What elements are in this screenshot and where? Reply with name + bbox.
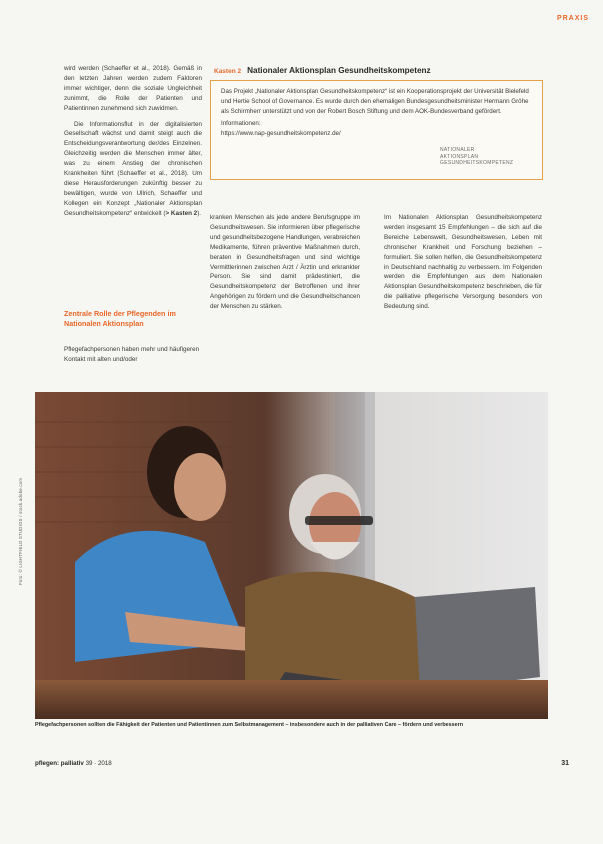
box-url-link[interactable]: https://www.nap-gesundheitskompetenz.de/ <box>221 129 341 137</box>
middle-column <box>210 213 360 312</box>
footer-magazine <box>35 760 112 767</box>
paragraph: Im Nationalen Aktionsplan Gesundheitskompetenz werden insgesamt 15 Empfehlungen – die sich auf die Bereiche Lebenswelt, Gesundheitswesen, Leben mit chronischer Krankheit und Forschung beziehen – formuliert. Sie sollen helfen, die Gesundheitskompetenz in Deutschland nachhaltig zu verbessern. Im Folgenden werden die Empfehlungen aus dem Nationalen Aktionsplan Gesundheitskompetenz beschrieben, die für die palliative pflegerische Versorgung besonders von Bedeutung sind. <box>384 214 542 311</box>
section-tag: PRAXIS <box>556 15 589 22</box>
photo-caption: Pflegefachpersonen sollten die Fähigkeit der Patienten und Patientinnen zum Selbstmanagement – insbesondere auch in der palliativen Care – fördern und verbessern <box>35 722 464 728</box>
paragraph: wird werden (Schaeffer et al., 2018). Gemäß in den letzten Jahren werden zudem Faktoren immer wichtiger, denn die soziale Ungleichheit zunimmt, die Rolle der Patienten und Patientinnen zunehmend sich zuwidmen. <box>64 65 202 112</box>
box-info-label: Informationen: <box>221 119 261 127</box>
paragraph: Pflegefachpersonen haben mehr und häufigeren Kontakt mit alten und/oder <box>64 346 200 364</box>
box-text: Das Projekt „Nationaler Aktionsplan Gesundheitskompetenz“ ist ein Kooperationsprojekt der Universität Bielefeld und Hertie School of Governance. Es wurde durch den ehemaligen Bundesgesundheitsminister Hermann Gröhe als Schirmherr unterstützt und von der Robert Bosch Stiftung und dem AOK-Bundesverband gefördert. <box>221 88 529 116</box>
right-column <box>384 213 542 312</box>
box-label: Kasten 2 <box>214 68 242 75</box>
left-column <box>64 64 202 219</box>
article-photo <box>35 392 548 719</box>
logo-line: GESUNDHEITSKOMPETENZ <box>440 160 514 166</box>
page-number: 31 <box>561 760 569 767</box>
section-heading: Zentrale Rolle der Pflegenden im Nationalen Aktionsplan <box>64 309 176 328</box>
paragraph-text-end: ). <box>197 209 202 217</box>
info-box <box>210 80 543 180</box>
logo-line: NATIONALER <box>440 147 475 153</box>
box-reference-link[interactable]: > Kasten 2 <box>165 209 198 217</box>
paragraph: kranken Menschen als jede andere Berufsgruppe im Gesundheitswesen. Sie informieren über pflegerische und gesundheitsbezogene Handlungen, verabreichen Medikamente, führen präventive Maßnahmen durch, beraten in Gesundheitsfragen und sind wichtige Vermittlerinnen zwischen Arzt / Ärztin und erkrankter Person. Sie sind damit prädestiniert, die Gesundheitskompetenz der Betroffenen und ihrer Angehörigen zu fördern und die Gesundheitschancen der Menschen zu stärken. <box>210 214 360 311</box>
paragraph <box>64 120 202 219</box>
logo-line: AKTIONSPLAN <box>440 153 479 160</box>
magazine-issue: 39 · 2018 <box>85 760 112 767</box>
magazine-name: pflegen: palliativ <box>35 760 84 767</box>
box-title: Nationaler Aktionsplan Gesundheitskompetenz <box>247 66 431 75</box>
paragraph-text: Die Informationsflut in der digitalisierten Gesellschaft wächst und damit steigt auch die Entscheidungsverantwortung der/des Einzelnen. Gleichzeitig werden die Menschen immer älter, was zu einem Anstieg der chronischen Krankheiten führt (Schaeffer et al., 2018). Um diese Herausforderungen zukünftig besser zu bewältigen, wurde von Ullrich, Schaeffer und Kollegen ein Konzept „Nationaler Aktionsplan Gesundheitskompetenz“ entwickelt ( <box>64 120 202 217</box>
left-column-continued <box>64 339 202 371</box>
photo-illustration <box>35 392 548 719</box>
photo-credit: Foto: © LIGHTFIELD STUDIOS / stock.adobe.com <box>18 477 23 585</box>
box-body <box>221 87 531 139</box>
box-heading <box>214 66 554 75</box>
nap-logo <box>440 147 532 167</box>
